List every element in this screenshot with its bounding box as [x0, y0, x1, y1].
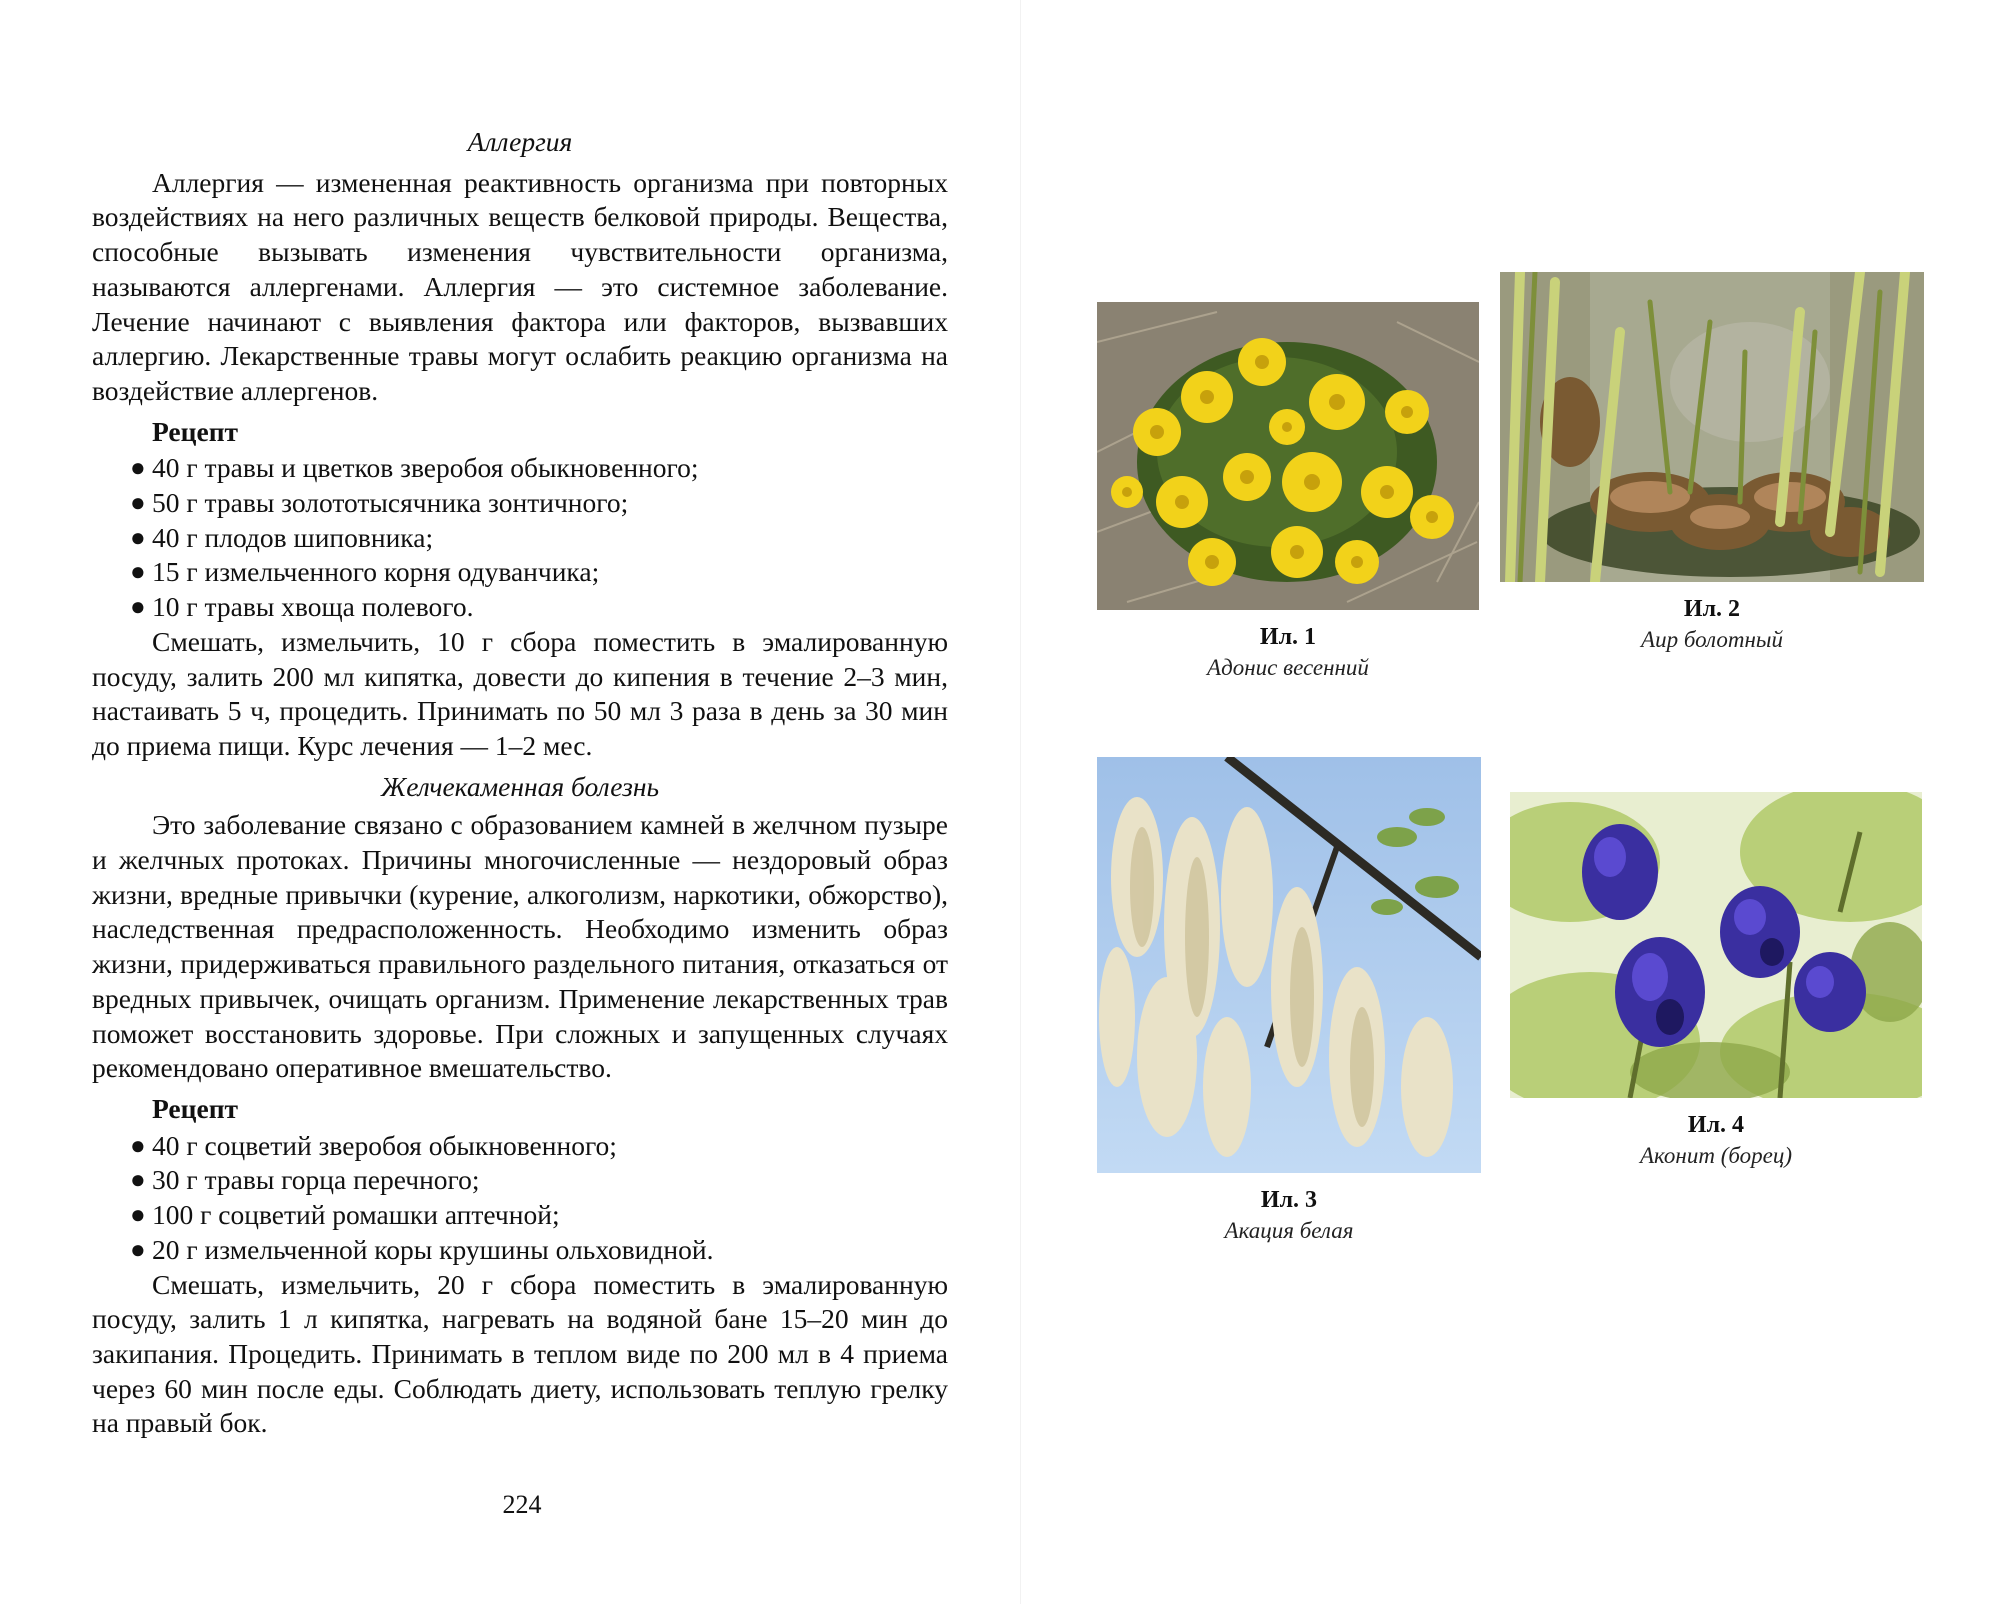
- bullet-icon: ●: [130, 522, 146, 552]
- allergy-paragraph: Аллергия — измененная реактивность организма при повторных воздействиях на него различных веществ белковой природы. Вещества, способные вызывать изменения чувствительности организма, называются аллергенами. Аллергия — это системное заболевание. Лечение начинают с выявления фактора или факторов, вызвавших аллергию. Лекарственные травы могут ослабить реакцию организма на воздействие аллергенов.: [92, 166, 948, 406]
- ingredient-list: [92, 1129, 948, 1268]
- bullet-icon: ●: [130, 557, 146, 587]
- recipe-instructions: Смешать, измельчить, 20 г сбора поместить в эмалированную посуду, залить 1 л кипятка, нагревать на водяной бане 15–20 мин до закипания. Процедить. Принимать в теплом виде по 200 мл в 4 приема через 60 мин после еды. Соблюдать диету, использовать теплую грелку на правый бок.: [92, 1268, 948, 1439]
- ingredient-list: [92, 451, 948, 625]
- list-item: ● 40 г плодов шиповника;: [92, 521, 948, 556]
- list-item: ● 10 г травы хвоща полевого.: [92, 590, 948, 625]
- figure-2: [1500, 272, 1924, 653]
- figure-4: [1510, 792, 1922, 1169]
- section-title-allergy: Аллергия: [467, 126, 573, 157]
- bullet-icon: ●: [130, 592, 146, 622]
- bullet-icon: ●: [130, 1234, 146, 1264]
- acacia-flower-photo: [1097, 757, 1481, 1173]
- figure-label: Ил. 2: [1683, 596, 1741, 622]
- figure-3: [1097, 757, 1481, 1244]
- figure-label: Ил. 3: [1260, 1187, 1318, 1213]
- figure-label: Ил. 4: [1687, 1112, 1745, 1138]
- left-page: [92, 125, 948, 1441]
- bullet-icon: ●: [130, 1200, 146, 1230]
- list-item: ● 100 г соцветий ромашки аптечной;: [92, 1198, 948, 1233]
- list-item: ● 15 г измельченного корня одуванчика;: [92, 555, 948, 590]
- list-item: ● 40 г соцветий зверобоя обыкновенного;: [92, 1129, 948, 1164]
- page-number: 224: [502, 1490, 542, 1519]
- figure-label: Ил. 1: [1259, 624, 1317, 650]
- calamus-plant-photo: [1500, 272, 1924, 582]
- figure-caption: Адонис весенний: [1207, 655, 1369, 680]
- aconite-flower-photo: [1510, 792, 1922, 1098]
- bullet-icon: ●: [130, 453, 146, 483]
- list-item: ● 20 г измельченной коры крушины ольховидной.: [92, 1233, 948, 1268]
- section-title-gallstone: Желчекаменная болезнь: [381, 770, 659, 802]
- page-divider: [1020, 0, 1021, 1604]
- list-item: ● 50 г травы золототысячника зонтичного;: [92, 486, 948, 521]
- bullet-icon: ●: [130, 1165, 146, 1195]
- list-item: ● 30 г травы горца перечного;: [92, 1163, 948, 1198]
- gallstone-paragraph: Это заболевание связано с образованием камней в желчном пузыре и желчных протоках. Причины многочисленные — нездоровый образ жизни, вредные привычки (курение, алкоголизм, наркотики, обжорство), наследственная предрасположенность. Необходимо изменить образ жизни, придерживаться правильного раздельного питания, отказаться от вредных привычек, очищать организм. Применение лекарственных трав поможет восстановить здоровье. При сложных и запущенных случаях рекомендовано оперативное вмешательство.: [92, 809, 948, 1084]
- adonis-flower-photo: [1097, 302, 1479, 610]
- bullet-icon: ●: [130, 488, 146, 518]
- recipe-heading: Рецепт: [152, 1092, 239, 1124]
- figure-caption: Акация белая: [1224, 1218, 1354, 1243]
- bullet-icon: ●: [130, 1130, 146, 1160]
- list-item: ● 40 г травы и цветков зверобоя обыкновенного;: [92, 451, 948, 486]
- figure-1: [1097, 302, 1479, 681]
- figure-caption: Аконит (борец): [1640, 1143, 1792, 1168]
- recipe-instructions: Смешать, измельчить, 10 г сбора поместить в эмалированную посуду, залить 200 мл кипятка, довести до кипения в течение 2–3 мин, настаивать 5 ч, процедить. Принимать по 50 мл 3 раза в день за 30 мин до приема пищи. Курс лечения — 1–2 мес.: [92, 625, 948, 761]
- figure-caption: Аир болотный: [1641, 627, 1783, 652]
- recipe-heading: Рецепт: [152, 415, 239, 447]
